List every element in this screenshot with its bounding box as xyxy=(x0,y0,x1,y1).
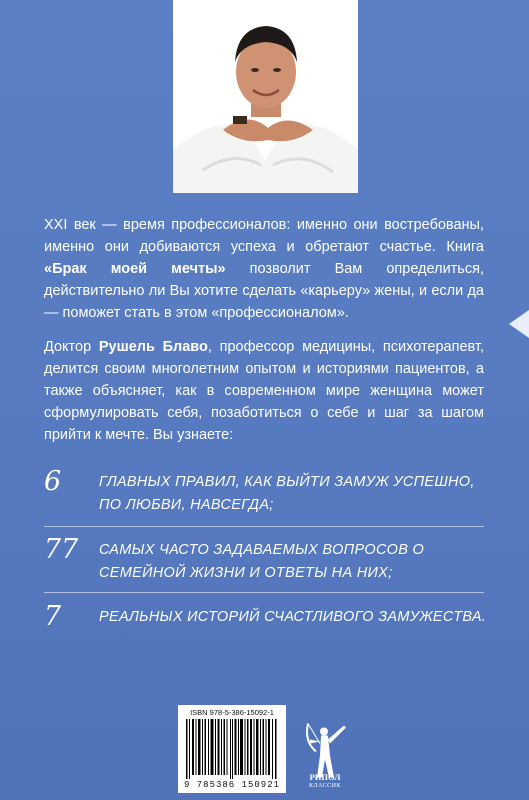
barcode-bars xyxy=(186,719,278,779)
list-number: 6 xyxy=(44,466,62,497)
intro-paragraph xyxy=(44,214,484,324)
author-portrait-illustration xyxy=(173,0,358,193)
author-paragraph xyxy=(44,336,484,446)
book-title: «Брак моей мечты» xyxy=(44,261,226,277)
list-divider xyxy=(44,592,484,593)
list-text: РЕАЛЬНЫХ ИСТОРИЙ СЧАСТЛИВОГО ЗАМУЖЕСТВА. xyxy=(99,609,487,625)
cover-edge-tab xyxy=(509,310,529,338)
publisher-subname: КЛАССИК xyxy=(309,783,341,789)
list-number: 77 xyxy=(44,534,79,565)
list-text: САМЫХ ЧАСТО ЗАДАВАЕМЫХ ВОПРОСОВ О СЕМЕЙНОЙ ЖИЗНИ И ОТВЕТЫ НА НИХ; xyxy=(99,542,425,581)
list-text: ГЛАВНЫХ ПРАВИЛ, КАК ВЫЙТИ ЗАМУЖ УСПЕШНО, ПО ЛЮБВИ, НАВСЕГДА; xyxy=(99,474,475,513)
barcode-digits: 9 785386 150921 xyxy=(183,780,280,790)
author-name: Рушель Блаво xyxy=(98,339,208,355)
list-divider xyxy=(44,526,484,527)
author-text-a: Доктор xyxy=(44,339,99,355)
intro-text-b: позволит Вам определиться, действительно ли Вы хотите сделать «карьеру» жены, и если да — поможет стать в этом «профессионалом». xyxy=(44,261,484,321)
publisher-name: РИПОЛ xyxy=(309,772,341,782)
intro-text-a: XXI век — время профессионалов: именно они востребованы, именно они добиваются успеха и обретают счастье. Книга xyxy=(44,217,484,255)
list-number: 7 xyxy=(44,601,62,632)
barcode xyxy=(178,705,286,793)
author-text-b: , профессор медицины, психотерапевт, делится своим многолетним опытом и историями пациентов, а также объясняет, как в современном мире женщина может сформулировать себя, позаботиться о себе и шаг за шагом прийти к мечте. Вы узнаете: xyxy=(44,339,484,443)
author-photo xyxy=(173,0,358,193)
isbn-label: ISBN 978-5-386-15092-1 xyxy=(190,708,274,717)
